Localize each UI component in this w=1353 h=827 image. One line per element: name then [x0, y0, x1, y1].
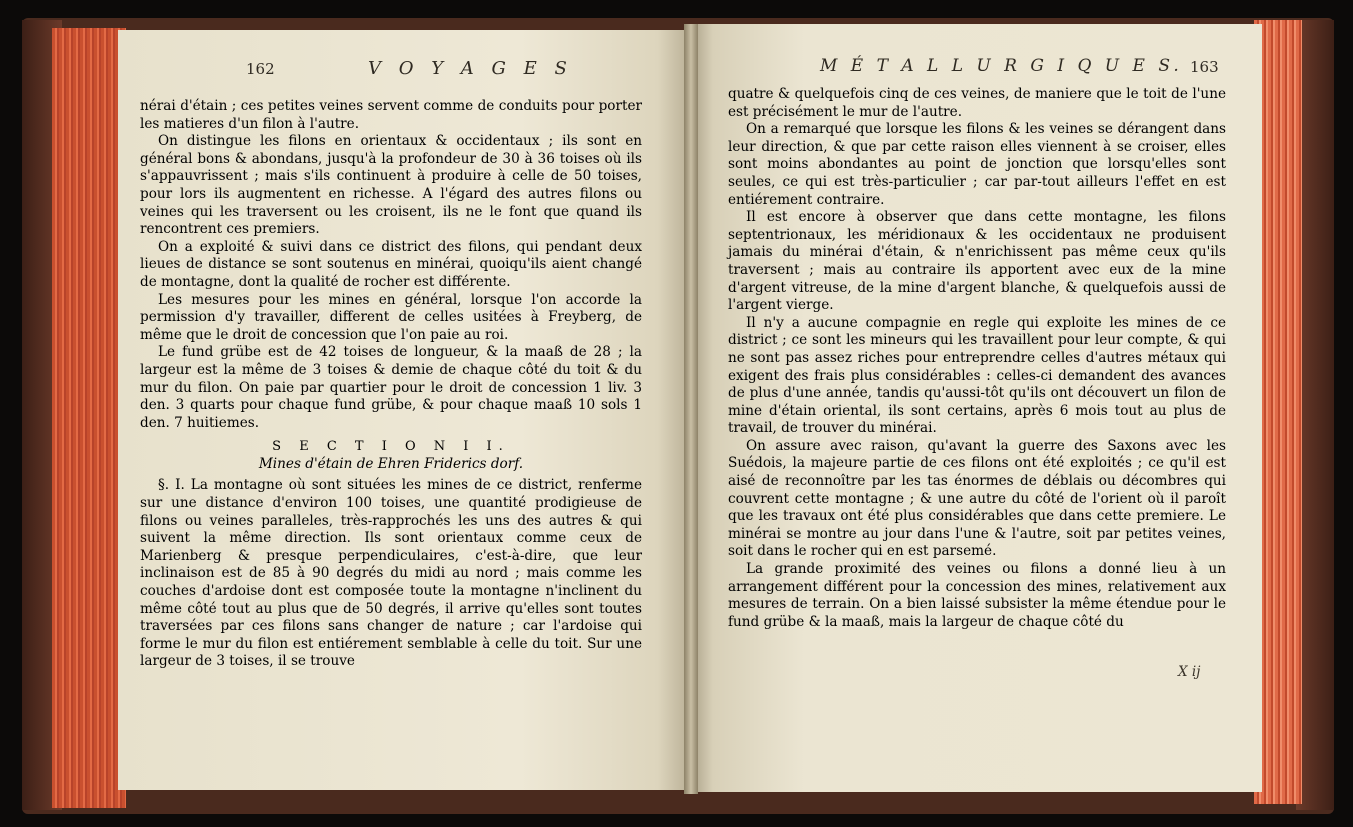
- right-page-number: 163: [1190, 58, 1219, 76]
- right-paragraph: On assure avec raison, qu'avant la guerre des Saxons avec les Suédois, la majeure partie de ces filons ont été exploités ; ce qu'il est aisé de reconnoître par les tas énormes de déblais ou décombres qui couvrent cette montagne ; & une autre du côté de l'orient où il paroît que les travaux ont été plus considérables que dans cette premiere. Le minérai se montre au jour dans l'une & l'autre, soit par petites veines, soit dans le rocher qui en est parsemé.: [728, 437, 1226, 560]
- signature-mark: X ij: [1178, 664, 1201, 680]
- section-heading: S E C T I O N I I.: [272, 439, 510, 455]
- right-paragraph: Il est encore à observer que dans cette montagne, les filons septentrionaux, les méridionaux & les occidentaux ne produisent jamais du minérai d'étain, & n'enrichissent pas même ceux qu'ils traversent ; mais au contraire ils apportent avec eux de la mine d'argent vitreuse, de la mine d'argent blanche, & quelquefois aussi de l'argent vierge.: [728, 209, 1226, 314]
- right-page-text: [728, 86, 1226, 631]
- right-paragraph: La grande proximité des veines ou filons a donné lieu à un arrangement différent pour la concession des mines, relativement aux mesures de terrain. On a bien laissé subsister la même étendue pour le fund grübe & la maaß, mais la largeur de chaque côté du: [728, 561, 1226, 630]
- left-paragraph: Les mesures pour les mines en général, lorsque l'on accorde la permission d'y travailler, different de celles usitées à Freyberg, de même que le droit de concession que l'on paie au roi.: [140, 291, 642, 343]
- right-running-head: M É T A L L U R G I Q U E S.: [820, 56, 1183, 76]
- left-page-text: [140, 98, 642, 671]
- left-paragraph: On a exploité & suivi dans ce district des filons, qui pendant deux lieues de distance se sont soutenus en minérai, quoiqu'ils aient changé de montagne, dont la qualité de rocher est différente.: [140, 238, 642, 290]
- right-paragraph: quatre & quelquefois cinq de ces veines, de maniere que le toit de l'une est précisément le mur de l'autre.: [728, 86, 1226, 120]
- left-page-number: 162: [246, 60, 275, 78]
- left-paragraph: On distingue les filons en orientaux & occidentaux ; ils sont en général bons & abondans, jusqu'à la profondeur de 30 à 36 toises où ils s'appauvrissent ; mais s'ils continuent à produire à celle de 50 toises, pour lors ils augmentent en richesse. A l'égard des autres filons ou veines qui les traversent ou les croisent, ils ne le font que quand ils rencontrent ces premiers.: [140, 133, 642, 238]
- section-subtitle: Mines d'étain de Ehren Friderics dorf.: [258, 455, 524, 472]
- section-paragraph: §. I. La montagne où sont situées les mines de ce district, renferme sur une distance d'environ 100 toises, une quantité prodigieuse de filons ou veines paralleles, très-rapprochés les uns des autres & qui suivent la même direction. Ils sont orientaux comme ceux de Marienberg & presque perpendiculaires, c'est-à-dire, que leur inclinaison est de 85 à 90 degrés du midi au nord ; mais comme les couches d'ardoise dont est composée toute la montagne n'inclinent du même côté tout au plus que de 50 degrés, il arrive qu'elles sont toutes traversées par ces filons sans changer de nature ; car l'ardoise qui forme le mur du filon est entiérement semblable à celle du toit. Sur une largeur de 3 toises, il se trouve: [140, 477, 642, 670]
- left-running-head: V O Y A G E S: [368, 58, 573, 79]
- left-paragraph: Le fund grübe est de 42 toises de longueur, & la maaß de 28 ; la largeur est la même de 3 toises & demie de chaque côté du toit & du mur du filon. On paie par quartier pour le droit de concession 1 liv. 3 den. 3 quarts pour chaque fund grübe, & pour chaque maaß 10 sols 1 den. 7 huitiemes.: [140, 344, 642, 431]
- right-paragraph: On a remarqué que lorsque les filons & les veines se dérangent dans leur direction, & que par cette raison elles viennent à se croiser, elles sont moins abondantes au point de jonction que lorsqu'elles sont seules, ce qui est très-particulier ; car par-tout ailleurs l'effet en est entiérement contraire.: [728, 121, 1226, 208]
- left-page-edges: [52, 28, 126, 808]
- left-paragraph: nérai d'étain ; ces petites veines servent comme de conduits pour porter les matieres d'un filon à l'autre.: [140, 98, 642, 132]
- book-gutter: [684, 24, 698, 794]
- right-paragraph: Il n'y a aucune compagnie en regle qui exploite les mines de ce district ; ce sont les mineurs qui les travaillent pour leur compte, & qui ne sont pas assez riches pour entreprendre celles d'autres métaux qui exigent des frais plus considérables : celles-ci demandent des avances de plus d'une année, tandis qu'aussi-tôt qu'ils ont découvert un filon de mine d'étain oriental, ils sont certains, après 6 mois tout au plus de travail, de trouver du minérai.: [728, 314, 1226, 437]
